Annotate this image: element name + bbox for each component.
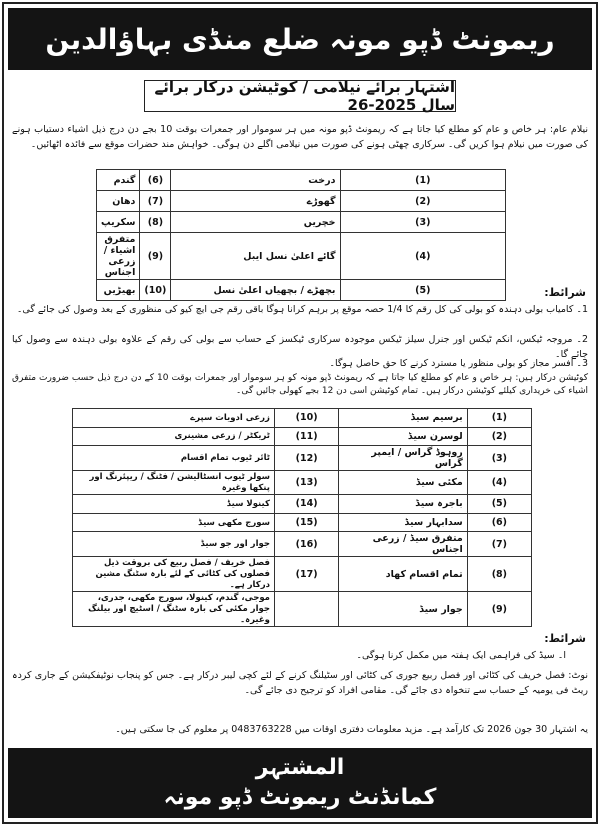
item-number: (4) [467, 471, 531, 495]
item-label: بھیڑیں [97, 280, 140, 301]
table-row [97, 191, 506, 212]
item-number: (7) [140, 191, 171, 212]
item-number: (16) [274, 532, 338, 557]
item-label: سدابہار سیڈ [339, 513, 468, 532]
item-label: گندم [97, 170, 140, 191]
item-label: خچریں [171, 212, 340, 233]
item-number: (15) [274, 513, 338, 532]
item-number: (12) [274, 446, 338, 471]
validity-text: یہ اشتہار 30 جون 2026 تک کارآمد ہے۔ مزید معلومات دفتری اوقات میں 0483763228 پر معلوم کی جا سکتی ہیں۔ [115, 724, 588, 735]
item-label: متفرق سیڈ / زرعی اجناس [339, 532, 468, 557]
table-row [97, 170, 506, 191]
item-label: گھوڑے [171, 191, 340, 212]
item-number: (3) [340, 212, 506, 233]
note-paragraph: نوٹ: فصل خریف کی کٹائی اور فصل ربیع جوری کی کٹائی اور سٹیلنگ کرنے کے لئے کچی لیبر درکار ہے۔ جس کو پنجاب نوٹیفکیشن کے جاری کردہ ریٹ فی یومیہ کے حساب سے تنخواہ دی جائے گی۔ مقامی افراد کو ترجیح دی جائے گی۔ [12, 670, 588, 696]
item-number: (5) [340, 280, 506, 301]
table-row [73, 409, 532, 428]
item-label: تمام اقسام کھاد [339, 557, 468, 592]
item-label: درخت [171, 170, 340, 191]
quotation-paragraph: کوٹیشن درکار ہیں: ہر خاص و عام کو مطلع کیا جاتا ہے کہ ریمونٹ ڈپو مونہ کو ہر سوموار اور جمعرات بوقت 10 کے دن درج ذیل حسب ضرورت متفرق اشیاء کی خریداری کیلئے کوٹیشن درکار ہیں۔ تمام کوٹیشن اسی دن 12 بجے کھولی جائیں گی۔ [12, 373, 588, 396]
item-label: گائے اعلیٰ نسل ایبل [171, 233, 340, 280]
table-row [73, 557, 532, 592]
subheading-box [144, 80, 456, 112]
table-row [73, 446, 532, 471]
table-row [73, 532, 532, 557]
item-label: باجرہ سیڈ [339, 495, 468, 514]
item-label: متفرق اشیاء / زرعی اجناس [97, 233, 140, 280]
item-label: موجی، گندم، کینولا، سورج مکھی، جدری، جوار مکئی کی بارہ سٹنگ / اسٹیچ اور بیلنگ وغیرہ۔ [73, 592, 275, 627]
item-number [274, 592, 338, 627]
item-number: (17) [274, 557, 338, 592]
item-number: (10) [274, 409, 338, 428]
item-label: مکئی سیڈ [339, 471, 468, 495]
advertisement-page [2, 2, 598, 824]
item-number: (6) [467, 513, 531, 532]
item-number: (5) [467, 495, 531, 514]
table-row [73, 513, 532, 532]
item-number: (10) [140, 280, 171, 301]
item-number: (13) [274, 471, 338, 495]
item-label: ٹائر ٹیوب تمام اقسام [73, 446, 275, 471]
item-label: سکریپ [97, 212, 140, 233]
item-number: (6) [140, 170, 171, 191]
condition-1: 1۔ کامیاب بولی دہندہ کو بولی کی کل رقم کا 1/4 حصہ موقع پر برہم کرانا ہوگا باقی رقم جی ایچ کیو کی منظوری کے بعد وصول کی جائے گی۔ [16, 304, 588, 315]
table-row [73, 427, 532, 446]
item-label: جوار اور جو سیڈ [73, 532, 275, 557]
condition-3: 3۔ افسر مجاز کو بولی منظور یا مسترد کرنے کا حق حاصل ہوگا۔ [329, 358, 588, 369]
auction-items-table [96, 169, 506, 301]
item-number: (2) [340, 191, 506, 212]
advertiser-label: المشتہر [255, 755, 345, 780]
header-banner [8, 8, 592, 70]
item-number: (3) [467, 446, 531, 471]
item-label: جوار سیڈ [339, 592, 468, 627]
item-label: روہوڈ گراس / ایمپر گراس [339, 446, 468, 471]
header-title: ریمونٹ ڈپو مونہ ضلع منڈی بہاؤالدین [45, 22, 555, 56]
item-number: (8) [140, 212, 171, 233]
item-number: (9) [467, 592, 531, 627]
item-label: سولر ٹیوب انسٹالیشن / فٹنگ / ریپئرنگ اور پنکھا وغیرہ [73, 471, 275, 495]
item-label: ٹریکٹر / زرعی مشینری [73, 427, 275, 446]
item-label: کینولا سیڈ [73, 495, 275, 514]
table-row [73, 495, 532, 514]
table-row [73, 471, 532, 495]
condition2-text: ا۔ سیڈ کی فراہمی ایک ہفتہ میں مکمل کرنا ہوگی۔ [356, 650, 566, 661]
conditions-label: شرائط: [544, 286, 586, 299]
item-number: (1) [467, 409, 531, 428]
item-number: (8) [467, 557, 531, 592]
table-row [73, 592, 532, 627]
item-number: (14) [274, 495, 338, 514]
item-number: (11) [274, 427, 338, 446]
table-row [97, 233, 506, 280]
item-number: (2) [467, 427, 531, 446]
quotation-items-table [72, 408, 532, 627]
table-row [97, 212, 506, 233]
item-label: سورج مکھی سیڈ [73, 513, 275, 532]
intro-paragraph: نیلام عام: ہر خاص و عام کو مطلع کیا جاتا ہے کہ ریمونٹ ڈپو مونہ میں ہر سوموار اور جمعرات بوقت 10 بجے دن درج ذیل اشیاء دستیاب ہونے کی صورت میں نیلام ہوا کریں گی۔ سرکاری چھٹی ہونے کی صورت میں نیلامی اگلے دن ہوگی۔ خواہش مند حضرات موقع سے فائدہ اٹھائیں۔ [12, 124, 588, 150]
item-number: (7) [467, 532, 531, 557]
table-row [97, 280, 506, 301]
item-label: فصل خریف / فصل ربیع کی بروقت ذیل فصلوں کی کٹائی کے لئے بارہ سٹنگ مشین درکار ہے۔ [73, 557, 275, 592]
item-label: برسیم سیڈ [339, 409, 468, 428]
subheading-text: اشتہار برائے نیلامی / کوٹیشن درکار برائے سال 2025-26 [154, 78, 455, 114]
item-number: (4) [340, 233, 506, 280]
advertiser-name: کمانڈنٹ ریمونٹ ڈپو مونہ [163, 785, 437, 810]
item-label: دھان [97, 191, 140, 212]
item-label: زرعی ادویات سپرے [73, 409, 275, 428]
item-number: (9) [140, 233, 171, 280]
item-number: (1) [340, 170, 506, 191]
item-label: بچھڑے / بچھیاں اعلیٰ نسل [171, 280, 340, 301]
item-label: لوسرن سیڈ [339, 427, 468, 446]
footer-banner [8, 748, 592, 818]
condition-2: 2۔ مروجہ ٹیکس، انکم ٹیکس اور جنرل سیلز ٹیکس موجودہ سرکاری ٹیکسز کے حساب سے بولی کی رقم کے علاوہ بولی دہندہ سے وصول کیا جائے گا۔ [12, 334, 588, 360]
conditions2-label: شرائط: [544, 632, 586, 645]
